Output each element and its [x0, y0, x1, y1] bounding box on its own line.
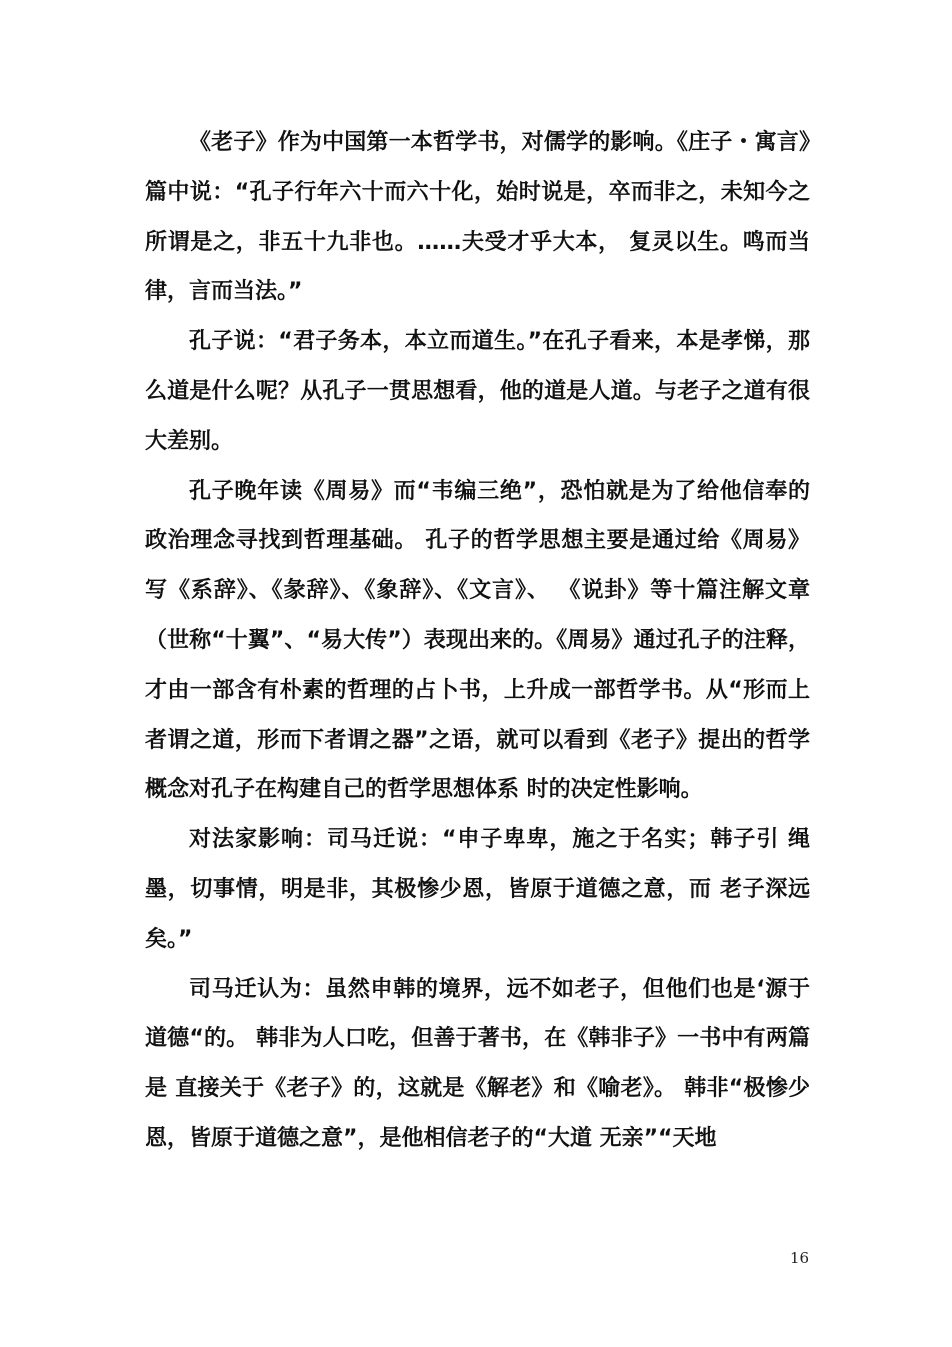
- paragraph-3: 孔子晚年读《周易》而“韦编三绝”，恐怕就是为了给他信奉的政治理念寻找到哲理基础。 孔子的哲学思想主要是通过给《周易》写《系辞》、《彖辞》、《象辞》、《文言》、 《说卦》等十篇注解文章（世称“十翼”、“易大传”）表现出来的。《周易》通过孔子的注释，才由一部含有朴素的哲理的占卜书，上升成一部哲学书。从“形而上者谓之道，形而下者谓之器”之语，就可以看到《老子》提出的哲学概念对孔子在构建自己的哲学思想体系 时的决定性影响。: [145, 478, 810, 803]
- paragraph-5: 司马迁认为：虽然申韩的境界，远不如老子，但他们也是‘源于道德“的。 韩非为人口吃，但善于著书，在《韩非子》一书中有两篇是 直接关于《老子》的，这就是《解老》和《喻老》。 韩非“极惨少恩，皆原于道德之意”，是他相信老子的“大道 无亲”“天地: [145, 976, 810, 1151]
- paragraph-4: 对法家影响：司马迁说：“申子卑卑，施之于名实；韩子引 绳墨，切事情，明是非，其极惨少恩，皆原于道德之意，而 老子深远矣。”: [145, 827, 810, 952]
- page-number: 16: [790, 1249, 810, 1267]
- paragraph-2: 孔子说：“君子务本，本立而道生。”在孔子看来，本是孝悌，那么道是什么呢？从孔子一贯思想看，他的道是人道。与老子之道有很大差别。: [145, 329, 810, 454]
- page-body: [145, 118, 810, 1164]
- paragraph-1: 《老子》作为中国第一本哲学书，对儒学的影响。《庄子・寓言》篇中说：“孔子行年六十而六十化，始时说是，卒而非之，未知今之所谓是之，非五十九非也。……夫受才乎大本， 复灵以生。鸣而当律，言而当法。”: [145, 130, 810, 305]
